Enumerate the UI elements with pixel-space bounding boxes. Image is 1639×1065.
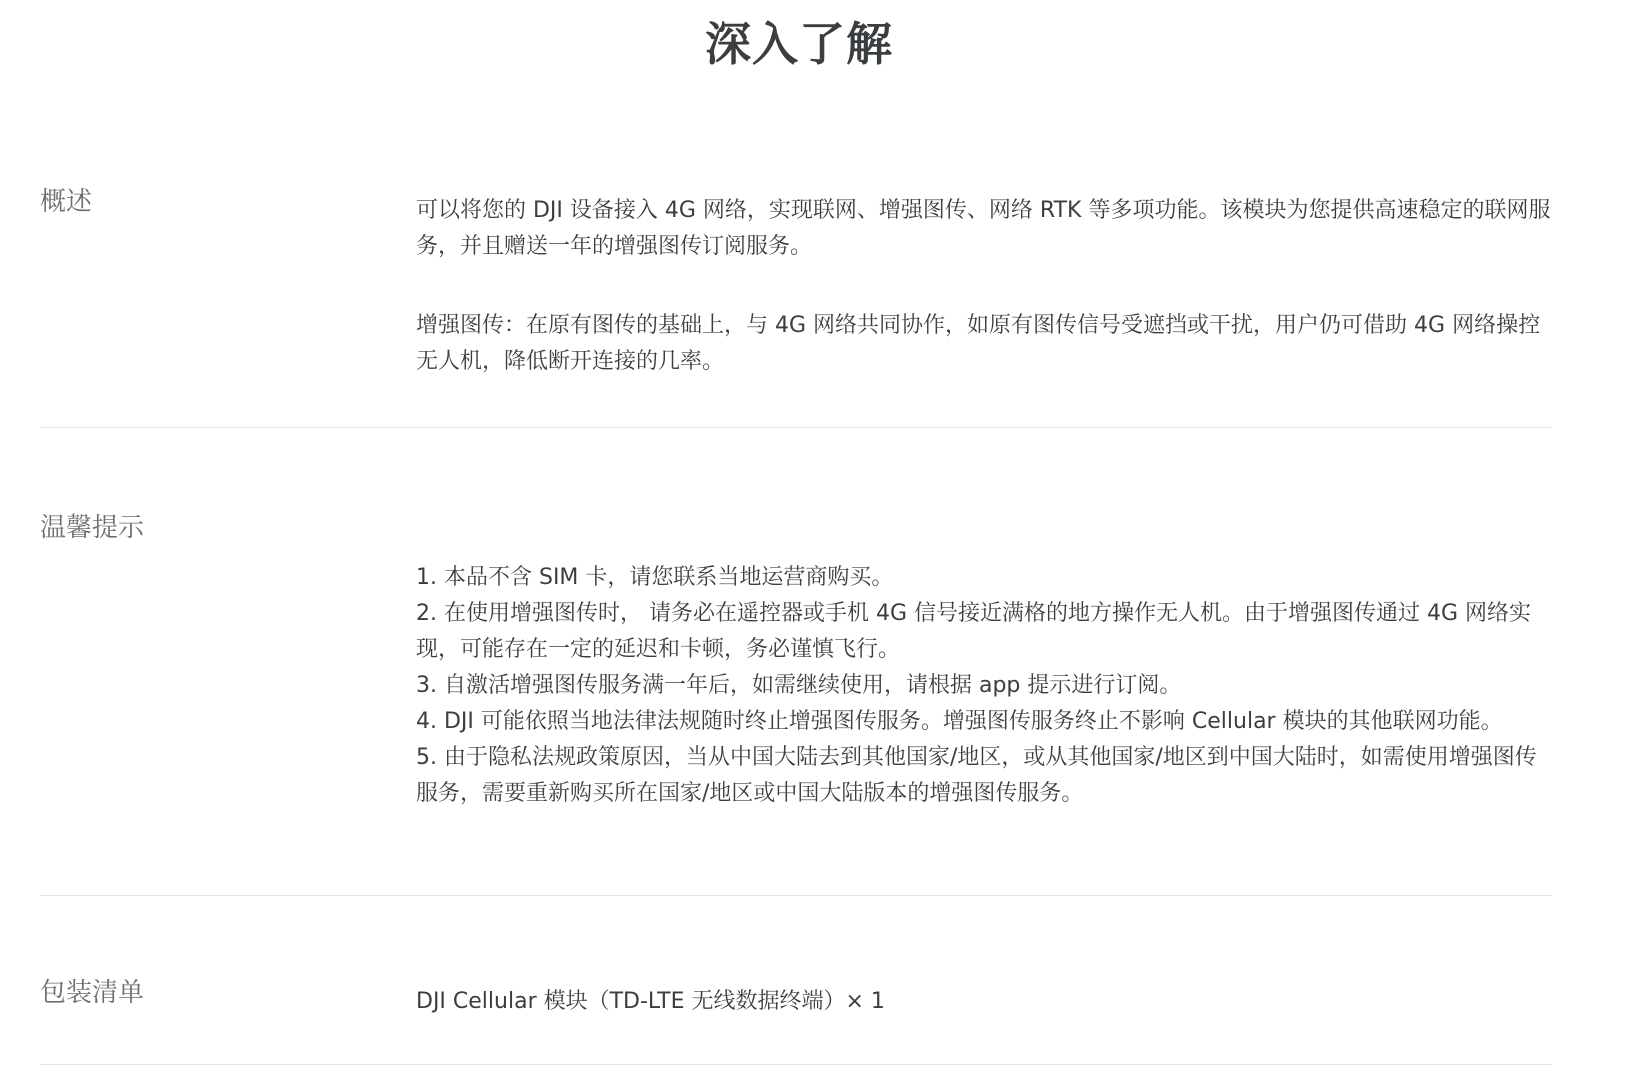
section-divider [40,895,1552,896]
package-list-item: DJI Cellular 模块（TD-LTE 无线数据终端）× 1 [416,989,885,1014]
section-divider [40,427,1552,428]
tips-label: 温馨提示 [40,513,145,543]
page-title: 深入了解 [705,17,893,71]
overview-paragraph: 可以将您的 DJI 设备接入 4G 网络，实现联网、增强图传、网络 RTK 等多项功能。该模块为您提供高速稳定的联网服务，并且赠送一年的增强图传订阅服务。 [416,198,1551,259]
overview-paragraph: 增强图传：在原有图传的基础上，与 4G 网络共同协作，如原有图传信号受遮挡或干扰，用户仍可借助 4G 网络操控无人机，降低断开连接的几率。 [416,313,1541,374]
tips-body [416,560,1552,812]
package-list [416,984,1552,1020]
tips-list-item: 1. 本品不含 SIM 卡，请您联系当地运营商购买。 [416,565,894,590]
tips-list [416,560,1552,812]
tips-list-item: 2. 在使用增强图传时， 请务必在遥控器或手机 4G 信号接近满格的地方操作无人机。由于增强图传通过 4G 网络实现，可能存在一定的延迟和卡顿，务必谨慎飞行。 [416,601,1532,662]
tips-list-item: 4. DJI 可能依照当地法律法规随时终止增强图传服务。增强图传服务终止不影响 Cellular 模块的其他联网功能。 [416,709,1503,734]
package-body [416,984,1552,1020]
tips-list-item: 5. 由于隐私法规政策原因，当从中国大陆去到其他国家/地区，或从其他国家/地区到中国大陆时，如需使用增强图传服务，需要重新购买所在国家/地区或中国大陆版本的增强图传服务。 [416,745,1537,806]
overview-label: 概述 [40,187,93,217]
overview-body [416,193,1552,380]
tips-list-item: 3. 自激活增强图传服务满一年后，如需继续使用，请根据 app 提示进行订阅。 [416,673,1182,698]
package-label: 包装清单 [40,978,145,1008]
